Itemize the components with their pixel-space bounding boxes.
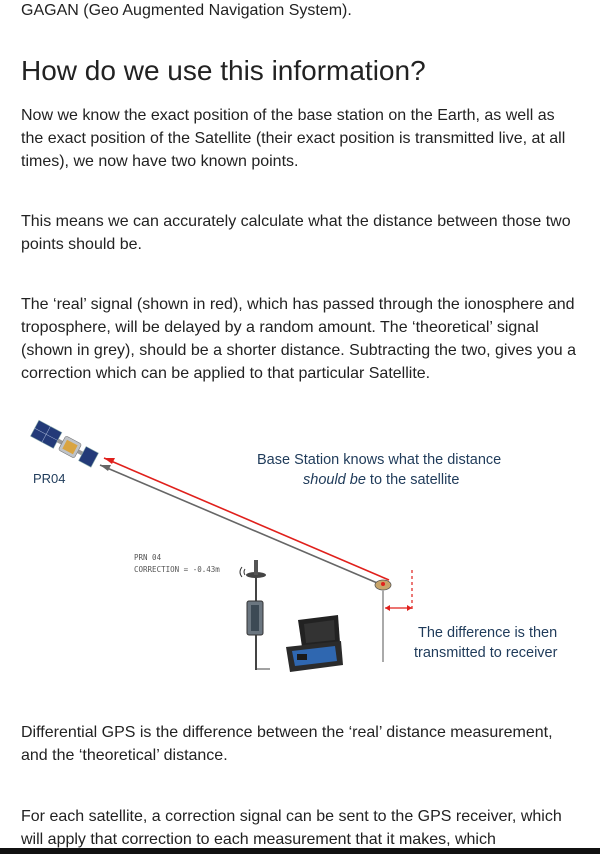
real-signal-arrowhead (104, 458, 115, 464)
should-be-text: should be (303, 472, 366, 488)
paragraph-signal-delay: The ‘real’ signal (shown in red), which has passed through the ionosphere and troposphere, will be delayed by a random amount. The ‘theoretical’ signal (shown in grey), should be a shorter distance. Subtracting the two, gives you a correction which can be applied to that particular Satellite. (21, 296, 576, 382)
section-heading: How do we use this information? (21, 55, 426, 86)
difference-caption-line1: The difference is then (418, 625, 558, 641)
bottom-edge-bar (0, 848, 600, 854)
paragraph-differential-gps: Differential GPS is the difference between the ‘real’ distance measurement, and the ‘theoretical’ distance. (21, 724, 553, 764)
dgps-diagram (20, 415, 580, 685)
lcd-line1: PRN 04 (134, 553, 162, 562)
paragraph-known-points: Now we know the exact position of the base station on the Earth, as well as the exact position of the Satellite (their exact position is transmitted live, at all times), we now have two known points. (21, 107, 566, 170)
base-station-caption-line2 (303, 472, 459, 488)
gnss-base-receiver-icon (375, 580, 391, 662)
satellite-label: PR04 (33, 471, 66, 486)
base-station-caption-line1: Base Station knows what the distance (257, 452, 502, 468)
intro-fragment: GAGAN (Geo Augmented Navigation System). (21, 2, 352, 19)
radio-antenna-icon (240, 560, 270, 670)
paragraph-distance: This means we can accurately calculate what the distance between those two points should be. (21, 213, 571, 253)
difference-arrowhead-right (407, 605, 412, 611)
satellite-icon (30, 420, 98, 468)
to-satellite-text: to the satellite (365, 472, 460, 488)
difference-arrowhead-left (385, 605, 390, 611)
paragraph-correction-signal: For each satellite, a correction signal can be sent to the GPS receiver, which will apply that correction to each measurement that it makes, which (21, 808, 562, 848)
lcd-line2: CORRECTION = -0.43m (134, 565, 220, 574)
survey-case-icon (286, 615, 343, 672)
difference-caption-line2: transmitted to receiver (414, 645, 558, 661)
theoretical-signal-arrowhead (100, 465, 111, 471)
